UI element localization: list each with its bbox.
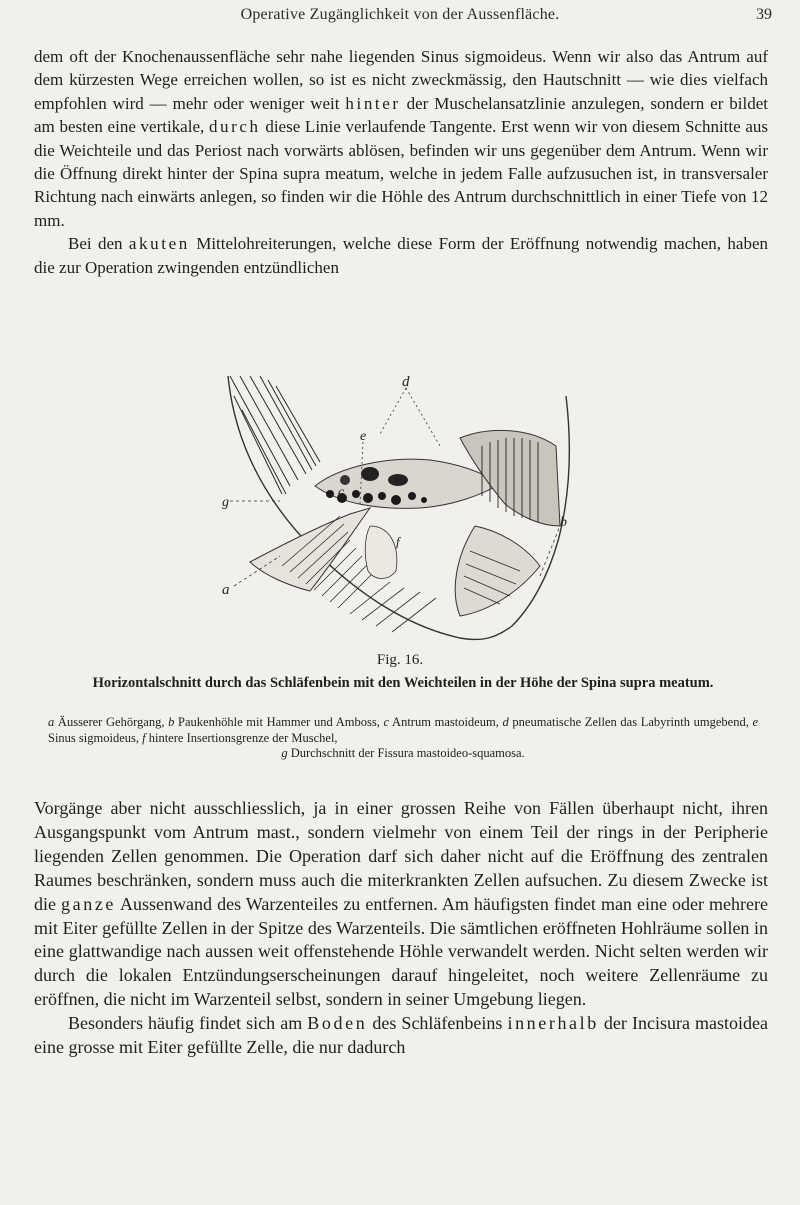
legend-entry: Äusserer Gehörgang, — [57, 715, 165, 729]
legend-entry: pneumatische Zellen das Labyrinth umgebend, — [512, 715, 749, 729]
spaced-emphasis: hinter — [345, 93, 401, 113]
text-run: der Muschelansatzlinie anzulegen, sondern er bildet am besten eine vertikale, — [34, 93, 768, 137]
label-a: a — [222, 582, 230, 598]
page-number: 39 — [756, 6, 772, 23]
label-f: f — [396, 534, 400, 549]
label-e: e — [360, 429, 367, 444]
figure-number: Fig. 16. — [376, 652, 424, 668]
spaced-emphasis: durch — [208, 117, 261, 137]
figure-caption: Horizontalschnitt durch das Schläfenbein mit den Weichteilen in der Höhe der Spina supra meatum. — [92, 675, 714, 691]
text-run: Aussenwand des Warzenteiles zu entfernen. Am häufigsten findet man eine oder mehrere mit Eiter gefüllte Zellen in der Spitze des Warzenteils. Die sämtlichen eröffneten Hohlräume sollen in eine glattwandige nach aussen weit offenstehende Höhle verwandelt werden. Nicht selten werden wir durch die lokalen Entzündungserscheinungen darauf hingeleitet, noch weitere Zellenräume zu eröffnen, die nicht im Warzenteil selbst, sondern in seiner Umgebung liegen. — [34, 893, 768, 1010]
anatomical-figure — [220, 376, 580, 646]
lower-text-block — [34, 797, 768, 1060]
legend-entry: Sinus sigmoideus, — [48, 730, 139, 745]
text-run: Vorgänge aber nicht ausschliesslich, ja in einer grossen Reihe von Fällen überhaupt nicht, ihren Ausgangspunkt vom Antrum mast., sondern vielmehr von einem Teil der rings in der Peripherie liegenden Zellen genommen. Die Operation darf sich daher nicht auf die Eröffnung des zentralen Raumes beschränken, sondern muss auch die miterkrankten Zellen aufsuchen. Zu diesem Zwecke ist die — [34, 798, 768, 914]
legend-entry: Durchschnitt der Fissura mastoideo-squamosa. — [290, 746, 525, 760]
external-canal — [250, 508, 370, 591]
spaced-emphasis: ganze — [61, 893, 116, 914]
label-c: c — [338, 485, 345, 500]
spaced-emphasis: innerhalb — [507, 1013, 599, 1034]
text-run: Besonders häufig findet sich am — [68, 1013, 308, 1034]
legend-entry: Antrum mastoideum, — [392, 715, 499, 729]
label-b: b — [560, 515, 567, 530]
text-run: des Schläfenbeins — [367, 1013, 508, 1034]
text-run: diese Linie verlaufende Tangente. Erst wenn wir von diesem Schnitte aus die Weichteile und das Periost nach vorwärts ablösen, befinden wir uns gegenüber dem Antrum. Wenn wir die Öffnung direkt hinter der Spina supra meatum, welche in jedem Falle aufzusuchen ist, in transversaler Richtung nach einwärts anlegen, so finden wir die Höhle des Antrum durchschnittlich in einer Tiefe von 12 mm. — [34, 117, 768, 230]
figure-legend: a Äusserer Gehörgang, b Paukenhöhle mit Hammer und Amboss, c Antrum mastoideum, d pneumatische Zellen das Labyrinth umgebend, e Sinus sigmoideus, f hintere Insertionsgrenze der Muschel, g Durchschnitt der Fissura mastoideo-squamosa. — [48, 715, 759, 760]
text-run: dem oft der Knochenaussenfläche sehr nahe liegenden Sinus sigmoideus. Wenn wir also das Antrum auf dem kürzesten Wege erreichen wollen, so ist es nicht zweckmässig, den Hautschnitt — wie dies vielfach empfohlen wird — mehr oder weniger weit — [34, 47, 768, 113]
label-g: g — [222, 495, 229, 510]
legend-entry: Paukenhöhle mit Hammer und Amboss, — [178, 715, 380, 729]
running-title: Operative Zugänglichkeit von der Aussenfläche. — [240, 6, 560, 23]
spaced-emphasis: akuten — [128, 234, 190, 254]
text-run: der Incisura mastoidea eine grosse mit Eiter gefüllte Zelle, die nur dadurch — [34, 1013, 768, 1058]
text-run: Bei den — [68, 234, 129, 254]
soft-tissue-hatching — [230, 376, 320, 494]
paragraph — [34, 1012, 768, 1060]
paragraph — [34, 797, 768, 1012]
paragraph — [34, 232, 768, 279]
legend-entry: hintere Insertionsgrenze der Muschel, — [148, 730, 338, 745]
label-d: d — [402, 376, 410, 390]
upper-text-block — [34, 45, 768, 279]
spaced-emphasis: Boden — [307, 1013, 368, 1034]
ossicle-incus — [388, 474, 408, 486]
ossicle-malleus — [361, 467, 379, 481]
text-run: Mittelohreiterungen, welche diese Form der Eröffnung notwendig machen, haben die zur Operation zwingenden entzündlichen — [34, 234, 769, 277]
paragraph — [34, 45, 768, 232]
